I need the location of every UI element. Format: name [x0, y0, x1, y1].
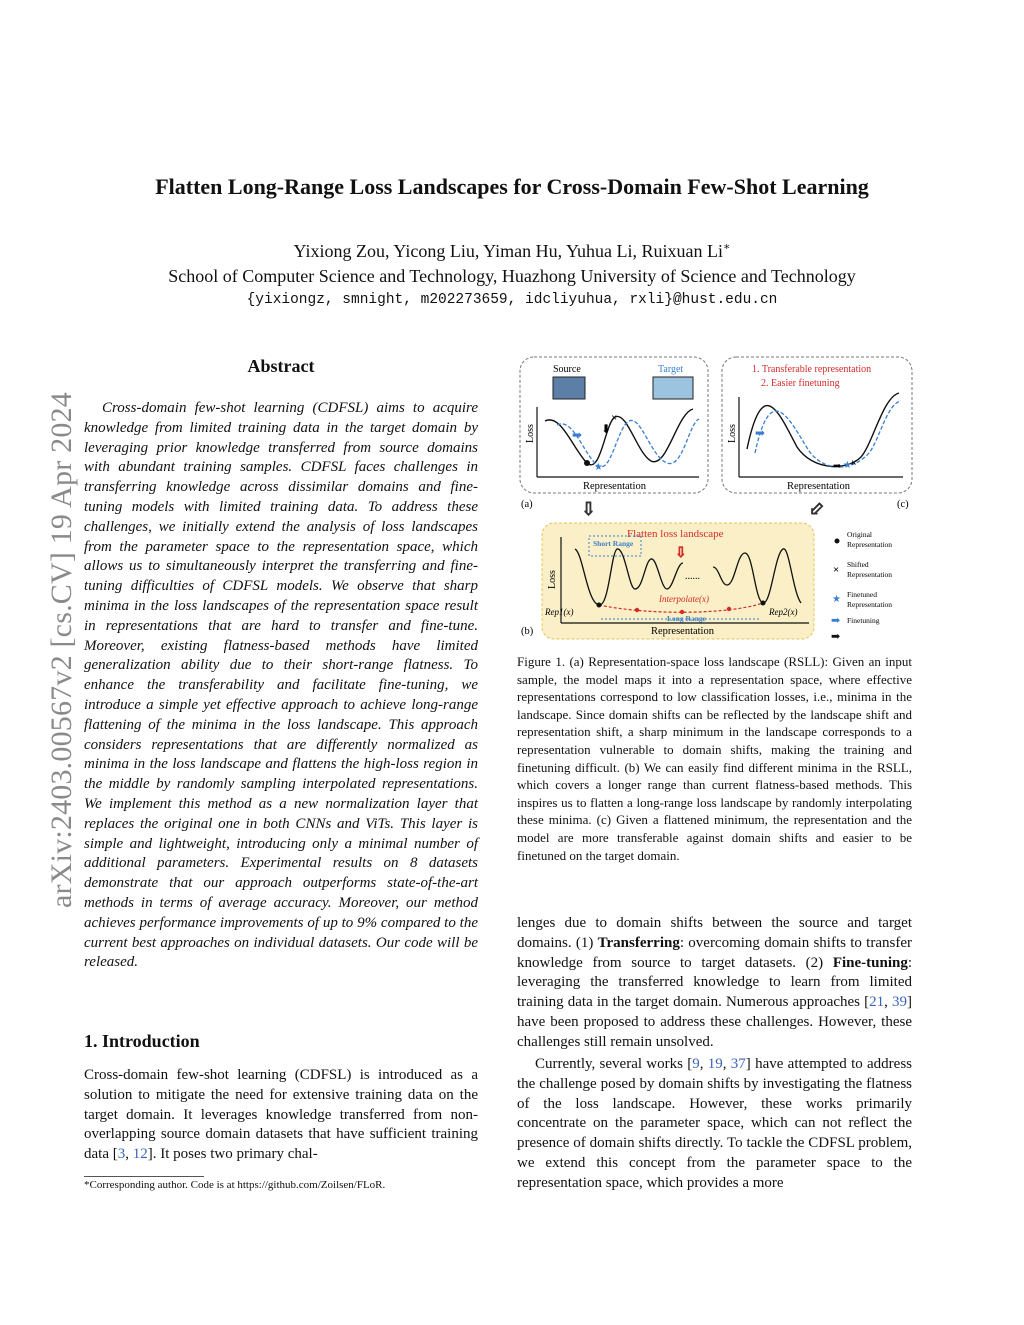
legend-finetuned-label: Finetuned: [847, 590, 877, 599]
source-loss-curve: [545, 409, 693, 465]
panel-b-tag: (b): [521, 626, 534, 637]
footnote: *Corresponding author. Code is at https://github.com/Zoilsen/FLoR.: [84, 1179, 386, 1191]
long-range-label: Long Range: [667, 614, 706, 623]
panel-c-ylabel: Loss: [727, 424, 738, 443]
citation-link[interactable]: 39: [892, 994, 908, 1011]
rep2-marker: [761, 601, 766, 606]
intro-paragraph-left-tail: ]. It poses two primary chal-: [147, 1146, 318, 1163]
citation-link[interactable]: 21: [869, 994, 885, 1011]
panel-a-xlabel: Representation: [583, 481, 646, 492]
rep2-label: Rep2(x): [769, 607, 798, 617]
abstract-text: Cross-domain few-shot learning (CDFSL) aims to acquire knowledge from limited training data in the target domain by leveraging prior knowledge transferred from source domains with abundant training samples. CDFSL faces challenges in transferring knowledge across dissimilar domains and fine-tuning models with limited training data. To address these challenges, we initially extend the analysis of loss landscapes from the parameter space to the representation space, which allows us to simultaneously interpret the transferring and fine-tuning difficulties of CDFSL models. We observe that sharp minima in the loss landscapes of the representation space result in representations that are hard to transfer and fine-tune. Moreover, existing flatness-based methods have limited generalization ability due to their short-range flatness. To enhance the transferability and facilitate fine-tuning, we introduce a simple yet effective approach to achieve long-range flattening of the minima in the loss landscape. This approach considers representations that are differently normalized as minima in the loss landscape and flattens the high-loss region in the middle by randomly sampling interpolated representations. We implement this method as a new normalization layer that replaces the original one in both CNNs and ViTs. This layer is simple and lightweight, introducing only a minimal number of additional parameters. Experimental results on 8 datasets demonstrate that our approach outperforms state-of-the-art methods in terms of average accuracy. Moreover, our method achieves performance improvements of up to 9% compared to the current best approaches on individual datasets. Our code will be released.: [84, 400, 478, 971]
arxiv-identifier: arXiv:2403.00567v2 [cs.CV] 19 Apr 2024: [45, 392, 78, 908]
shift-arrow-icon: ⬇: [601, 422, 612, 436]
citation-link[interactable]: 19: [707, 1056, 723, 1072]
citation-link[interactable]: 9: [692, 1056, 700, 1072]
legend-original-label: Original: [847, 530, 872, 539]
legend-shifted-label: Shifted: [847, 560, 869, 569]
legend-finetuned-marker: ★: [832, 594, 841, 605]
legend-finetuning-arrow-icon: ➡: [831, 615, 841, 627]
panel-b-xlabel: Representation: [651, 626, 714, 637]
short-range-label: Short Range: [593, 539, 634, 548]
ellipsis: ......: [685, 571, 700, 582]
panel-c-note-2: 2. Easier finetuning: [761, 378, 840, 389]
panel-c-star-marker: ★: [843, 460, 852, 471]
finetuning-arrow-icon: ➡: [572, 428, 583, 442]
panel-a-tag: (a): [521, 499, 533, 510]
author-emails: {yixiongz, smnight, m202273659, idcliyuhua, rxli}@hust.edu.cn: [246, 292, 778, 308]
flat-target-curve: [755, 401, 901, 467]
panel-b-ylabel: Loss: [547, 570, 558, 589]
panel-b-title: Flatten loss landscape: [627, 528, 724, 540]
footnote-rule: [84, 1176, 204, 1177]
citation-link[interactable]: 12: [132, 1146, 148, 1163]
rep1-marker: [597, 603, 602, 608]
panel-c-finetune-arrow-icon: ➡: [755, 426, 766, 440]
panel-c-note-1: 1. Transferable representation: [752, 364, 872, 375]
panel-c-cross-marker: ×: [851, 458, 857, 469]
panel-c-arrow-icon: ➡: [833, 461, 842, 472]
figure-1-svg: [517, 353, 917, 645]
legend-shifted-marker: ×: [833, 564, 840, 576]
rep1-label: Rep1(x): [545, 607, 574, 617]
legend-shift-arrow-icon: ➡: [831, 631, 841, 643]
down-arrow-left-icon: ⇩: [581, 499, 597, 519]
paper-title: Flatten Long-Range Loss Landscapes for Cross-Domain Few-Shot Learning: [155, 174, 869, 199]
legend-original-label-2: Representation: [847, 540, 892, 549]
citation-link[interactable]: 37: [730, 1056, 746, 1072]
author-list: Yixiong Zou, Yicong Liu, Yiman Hu, Yuhua Li, Ruixuan Li∗: [293, 241, 731, 261]
panel-b-down-arrow-icon: ⇩: [675, 546, 687, 561]
abstract-heading: Abstract: [247, 356, 315, 376]
intro-paragraph-left: Cross-domain few-shot learning (CDFSL) is introduced as a solution to mitigate the need for extensive training data on the target domain. It leverages knowledge transferred from non-overlapping source domain datasets that have sufficient training data [3, 12]. It poses two primary chal-: [84, 1067, 478, 1163]
interpolated-point: [727, 607, 731, 611]
panel-c-xlabel: Representation: [787, 481, 850, 492]
target-image-icon: [653, 377, 693, 399]
introduction-heading: 1. Introduction: [84, 1031, 200, 1051]
finetuned-representation-marker: ★: [594, 462, 603, 473]
affiliation: School of Computer Science and Technology, Huazhong University of Science and Technology: [168, 266, 856, 286]
flat-source-curve: [747, 393, 899, 466]
target-label: Target: [658, 364, 684, 375]
source-image-icon: [553, 377, 585, 399]
legend-original-marker: [835, 539, 840, 544]
down-arrow-right-icon: ⬃: [809, 499, 825, 519]
citation-link[interactable]: 3: [117, 1146, 126, 1163]
intro-paragraph-right-2: Currently, several works [9, 19, 37] have attempted to address the challenge posed by domain shifts by investigating the flatness of the loss landscape. However, these works primarily concentrate on the parameter space, which can not reflect the presence of domain shifts directly. To tackle the CDFSL problem, we extend this concept from the parameter space to the representation space, which provides a more: [517, 1056, 913, 1191]
interpolate-label: Interpolate(x): [659, 594, 709, 604]
figure-1: [517, 353, 917, 645]
panel-c-tag: (c): [897, 499, 909, 510]
figure-caption: Figure 1. (a) Representation-space loss landscape (RSLL): Given an input sample, the model maps it into a representation space, where effective representations correspond to low classification losses, i.e., minima in the landscape. Since domain shifts can be reflected by the landscape shift and representation shift, a sharp minimum in the landscape corresponds to a representation vulnerable to domain shifts, making the training and finetuning difficult. (b) We can easily find different minima in the RSLL, which covers a longer range than current flatness-based methods. This inspires us to flatten a long-range loss landscape by randomly interpolating these minima. (c) Given a flattened minimum, the representation and the model are more transferable against domain shifts and easier to be finetuned on the target domain.: [517, 654, 912, 863]
original-representation-marker: [584, 460, 590, 466]
legend-shifted-label-2: Representation: [847, 570, 892, 579]
intro-paragraph-right-1: lenges due to domain shifts between the source and target domains. (1) Transferring: overcoming domain shifts to transfer knowledge from source to target datasets. (2) Fine-tuning: leveraging the transferred knowledge to learn from limited training data in the target domain. Numerous approaches [21, 39] have been proposed to address these challenges. However, these challenges still remain unsolved.: [517, 915, 913, 1050]
source-label: Source: [553, 364, 581, 375]
shifted-representation-marker: ×: [611, 412, 618, 424]
legend-finetuned-label-2: Representation: [847, 600, 892, 609]
interpolated-point: [635, 608, 639, 612]
panel-a-ylabel: Loss: [525, 424, 536, 443]
legend-finetuning-label: Finetuning: [847, 616, 880, 625]
